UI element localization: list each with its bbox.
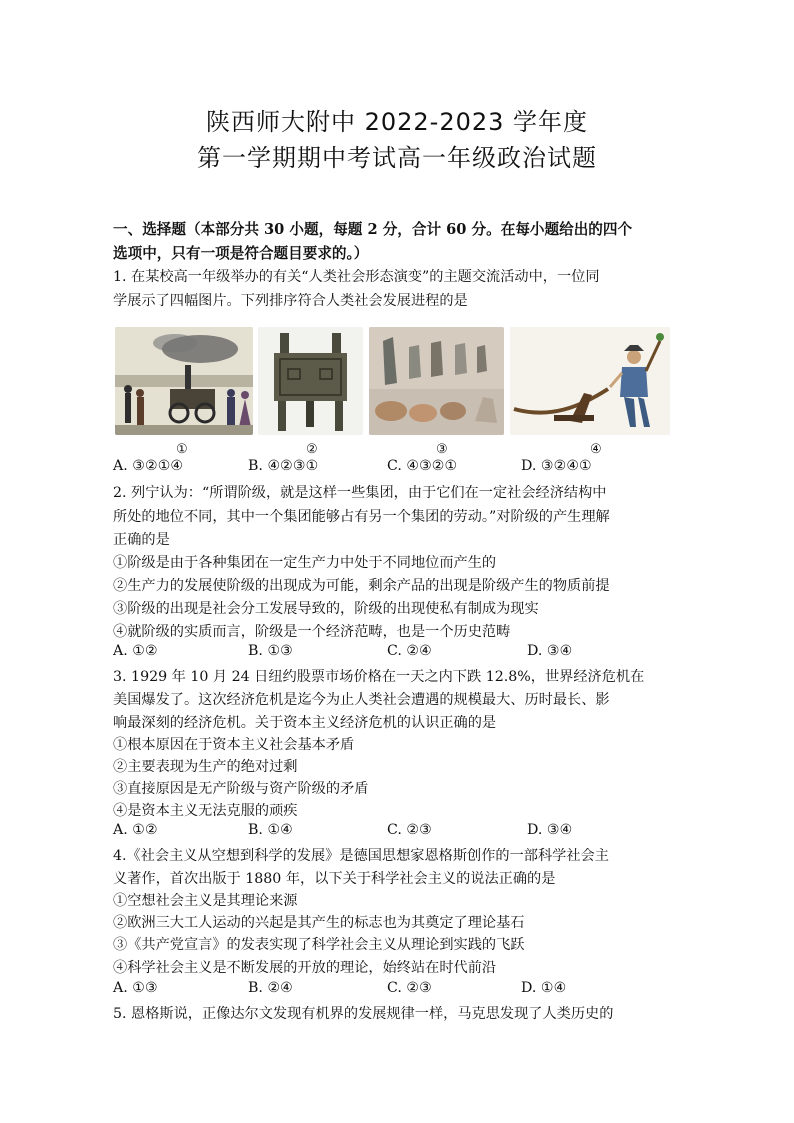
q3-stem-line3: 响最深刻的经济危机。关于资本主义经济危机的认识正确的是 xyxy=(113,715,497,731)
q3-stem-line1: 3. 1929 年 10 月 24 日纽约股票市场价格在一天之内下跌 12.8%，世界经济危机在 xyxy=(113,669,645,685)
exam-title-line2: 第一学期期中考试高一年级政治试题 xyxy=(197,144,597,172)
q3-option-a[interactable]: A. ①② xyxy=(113,822,158,838)
steam-locomotive-image xyxy=(115,327,253,435)
q1-option-b[interactable]: B. ④②③① xyxy=(248,458,319,474)
farmer-plough-image xyxy=(510,327,670,435)
q4-stem-line2: 义著作，首次出版于 1880 年，以下关于科学社会主义的说法正确的是 xyxy=(113,871,556,887)
q4-option-a[interactable]: A. ①③ xyxy=(113,980,158,996)
q2-option-a[interactable]: A. ①② xyxy=(113,643,158,659)
q4-option-c[interactable]: C. ②③ xyxy=(387,980,432,996)
q4-option-b[interactable]: B. ②④ xyxy=(248,980,293,996)
q4-statement-1: ①空想社会主义是其理论来源 xyxy=(113,893,298,909)
q1-stem-line2: 学展示了四幅图片。下列排序符合人类社会发展进程的是 xyxy=(113,293,468,309)
q2-option-d[interactable]: D. ③④ xyxy=(527,643,573,659)
image-label-3: ③ xyxy=(436,442,448,457)
q3-statement-3: ③直接原因是无产阶级与资产阶级的矛盾 xyxy=(113,781,369,797)
image-label-2: ② xyxy=(306,442,318,457)
bronze-ding-image xyxy=(258,327,363,435)
q3-statement-4: ④是资本主义无法克服的顽疾 xyxy=(113,803,298,819)
farmer-plough-illustration xyxy=(510,327,670,435)
q3-option-b[interactable]: B. ①④ xyxy=(248,822,293,838)
q2-stem-line1: 2. 列宁认为：“所谓阶级，就是这样一些集团，由于它们在一定社会经济结构中 xyxy=(113,485,607,501)
q1-option-a[interactable]: A. ③②①④ xyxy=(113,458,184,474)
q1-stem-line1: 1. 在某校高一年级举办的有关“人类社会形态演变”的主题交流活动中，一位同 xyxy=(113,269,600,285)
q2-stem-line2: 所处的地位不同，其中一个集团能够占有另一个集团的劳动。”对阶级的产生理解 xyxy=(113,509,610,525)
q2-option-b[interactable]: B. ①③ xyxy=(248,643,293,659)
q2-statement-4: ④就阶级的实质而言，阶级是一个经济范畴，也是一个历史范畴 xyxy=(113,624,511,640)
q1-option-c[interactable]: C. ④③②① xyxy=(387,458,458,474)
section-heading-line2: 选项中，只有一项是符合题目要求的。） xyxy=(113,245,369,262)
q3-statement-2: ②主要表现为生产的绝对过剩 xyxy=(113,759,298,775)
q4-option-d[interactable]: D. ①④ xyxy=(521,980,567,996)
q1-option-d[interactable]: D. ③②④① xyxy=(521,458,592,474)
image-label-4: ④ xyxy=(590,442,602,457)
q3-stem-line2: 美国爆发了。这次经济危机是迄今为止人类社会遭遇的规模最大、历时最长、影 xyxy=(113,692,610,708)
q2-statement-2: ②生产力的发展使阶级的出现成为可能，剩余产品的出现是阶级产生的物质前提 xyxy=(113,578,610,594)
q4-stem-line1: 4.《社会主义从空想到科学的发展》是德国思想家恩格斯创作的一部科学社会主 xyxy=(113,848,609,864)
q4-statement-3: ③《共产党宣言》的发表实现了科学社会主义从理论到实践的飞跃 xyxy=(113,937,525,953)
q3-statement-1: ①根本原因在于资本主义社会基本矛盾 xyxy=(113,737,355,753)
q3-option-c[interactable]: C. ②③ xyxy=(387,822,432,838)
q2-option-c[interactable]: C. ②④ xyxy=(387,643,432,659)
bronze-ding-illustration xyxy=(258,327,363,435)
stone-tools-illustration xyxy=(369,327,504,435)
stone-tools-image xyxy=(369,327,504,435)
exam-title-line1: 陕西师大附中 2022-2023 学年度 xyxy=(205,108,589,136)
q2-statement-3: ③阶级的出现是社会分工发展导致的，阶级的出现使私有制成为现实 xyxy=(113,601,539,617)
q2-stem-line3: 正确的是 xyxy=(113,532,170,548)
q2-statement-1: ①阶级是由于各种集团在一定生产力中处于不同地位而产生的 xyxy=(113,555,497,571)
q4-statement-2: ②欧洲三大工人运动的兴起是其产生的标志也为其奠定了理论基石 xyxy=(113,915,525,931)
steam-locomotive-illustration xyxy=(115,327,253,435)
q5-stem-line1: 5. 恩格斯说，正像达尔文发现有机界的发展规律一样，马克思发现了人类历史的 xyxy=(113,1006,614,1022)
section-heading-line1: 一、选择题（本部分共 30 小题，每题 2 分，合计 60 分。在每小题给出的四个 xyxy=(113,221,633,238)
image-label-1: ① xyxy=(176,442,188,457)
q3-option-d[interactable]: D. ③④ xyxy=(527,822,573,838)
q4-statement-4: ④科学社会主义是不断发展的开放的理论，始终站在时代前沿 xyxy=(113,960,497,976)
